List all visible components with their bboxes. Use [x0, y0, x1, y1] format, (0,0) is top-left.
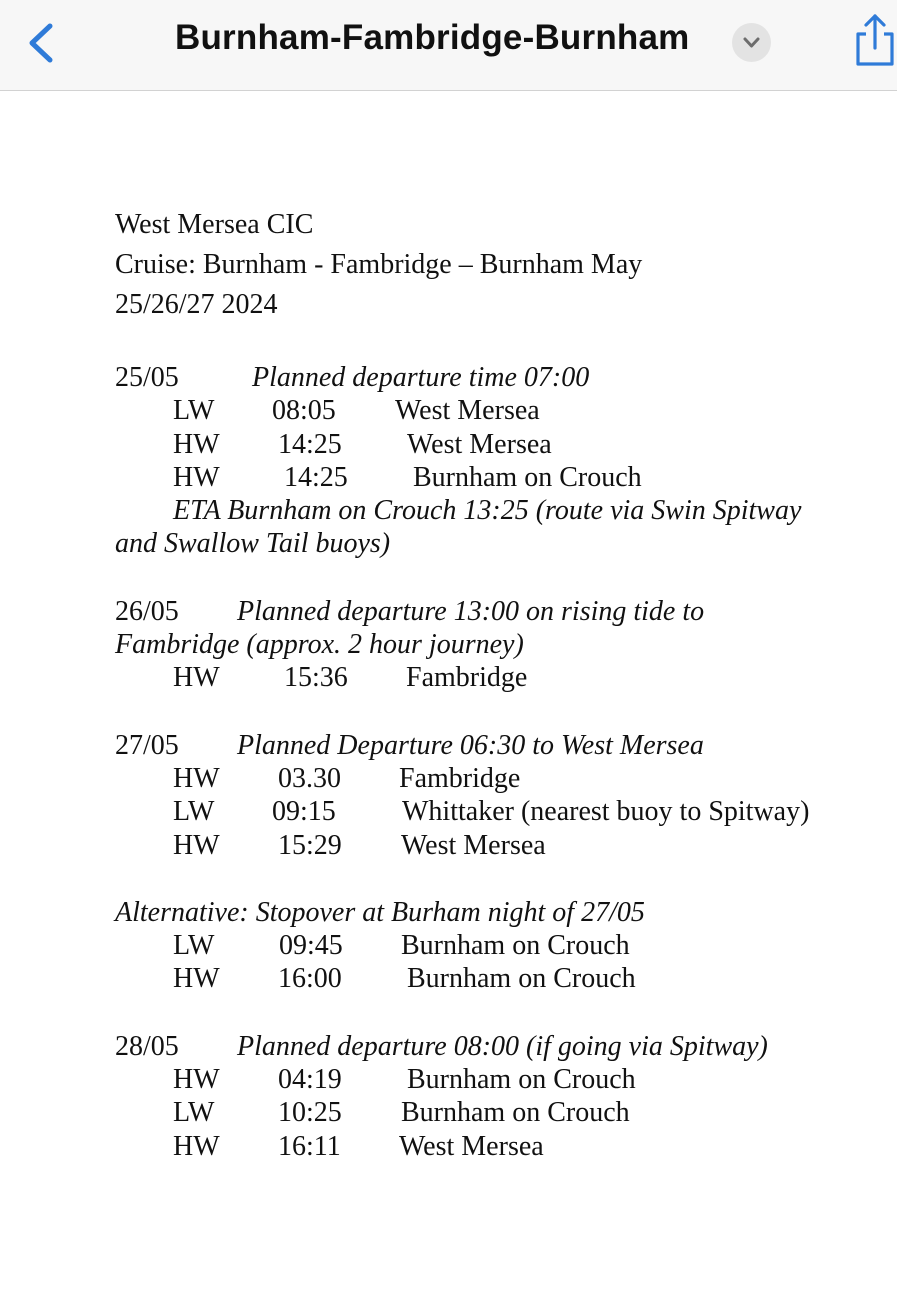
day-date: 27/05: [115, 729, 179, 761]
tide-place: Burnham on Crouch: [407, 1064, 636, 1096]
tide-type: HW: [173, 662, 220, 694]
tide-type: HW: [173, 461, 220, 493]
day-date: 26/05: [115, 595, 179, 627]
navigation-bar: [0, 0, 897, 91]
tide-place: West Mersea: [395, 395, 540, 427]
tide-type: HW: [173, 829, 220, 861]
tide-time: 10:25: [278, 1097, 342, 1129]
tide-place: Burnham on Crouch: [407, 963, 636, 995]
tide-row: [115, 762, 835, 795]
tide-place: West Mersea: [399, 1130, 544, 1162]
tide-time: 09:45: [279, 930, 343, 962]
day-section: [115, 595, 835, 695]
tide-row: [115, 1130, 835, 1163]
tide-type: HW: [173, 963, 220, 995]
tide-row: [115, 1063, 835, 1096]
tide-place: Fambridge: [399, 762, 521, 794]
chevron-down-icon: [742, 34, 761, 51]
tide-time: 16:11: [278, 1130, 341, 1162]
heading-line: 25/26/27 2024: [115, 289, 278, 320]
tide-row: [115, 428, 835, 461]
tide-row: [115, 461, 835, 494]
tide-place: Whittaker (nearest buoy to Spitway): [402, 796, 810, 828]
chevron-left-icon: [22, 20, 62, 66]
eta-note: [115, 494, 835, 561]
tide-row: [115, 394, 835, 427]
tide-place: Burnham on Crouch: [401, 1097, 630, 1129]
share-icon: [852, 12, 897, 68]
share-button[interactable]: [852, 12, 897, 68]
title-menu-button[interactable]: [732, 23, 771, 62]
tide-time: 14:25: [278, 428, 342, 460]
tide-type: LW: [173, 395, 215, 427]
day-section: [115, 896, 835, 996]
tide-type: HW: [173, 428, 220, 460]
tide-type: HW: [173, 762, 220, 794]
tide-time: 08:05: [272, 395, 336, 427]
tide-place: Fambridge: [406, 662, 528, 694]
day-section: [115, 729, 835, 862]
tide-row: [115, 962, 835, 995]
day-note: Planned departure time 07:00: [252, 362, 590, 393]
alternative-note: Alternative: Stopover at Burham night of 27/05: [115, 896, 645, 928]
tide-row: [115, 929, 835, 962]
tide-type: HW: [173, 1064, 220, 1096]
tide-type: LW: [173, 930, 215, 962]
tide-place: Burnham on Crouch: [401, 930, 630, 962]
day-note: Planned Departure 06:30 to West Mersea: [237, 729, 704, 761]
tide-time: 14:25: [284, 461, 348, 493]
eta-line: ETA Burnham on Crouch 13:25 (route via Swin Spitway: [173, 495, 802, 527]
heading-line: West Mersea CIC: [115, 209, 314, 240]
day-date: 28/05: [115, 1030, 179, 1062]
tide-row: [115, 661, 835, 694]
tide-place: West Mersea: [407, 428, 552, 460]
document-heading: [115, 205, 835, 325]
tide-time: 15:36: [284, 662, 348, 694]
tide-time: 16:00: [278, 963, 342, 995]
tide-time: 09:15: [272, 796, 336, 828]
day-date: 25/05: [115, 362, 179, 393]
tide-row: [115, 1096, 835, 1129]
heading-line: Cruise: Burnham - Fambridge – Burnham May: [115, 249, 643, 280]
document-body: [115, 205, 835, 1163]
page-title: Burnham-Fambridge-Burnham: [175, 18, 690, 57]
eta-line: and Swallow Tail buoys): [115, 528, 391, 560]
tide-place: West Mersea: [401, 829, 546, 861]
day-note-continued: Fambridge (approx. 2 hour journey): [115, 629, 524, 661]
day-note: Planned departure 13:00 on rising tide to: [237, 595, 705, 627]
tide-row: [115, 829, 835, 862]
tide-time: 03.30: [278, 762, 341, 794]
tide-type: LW: [173, 796, 215, 828]
tide-row: [115, 795, 835, 828]
day-section: [115, 1030, 835, 1163]
tide-type: HW: [173, 1130, 220, 1162]
tide-time: 15:29: [278, 829, 342, 861]
day-note: Planned departure 08:00 (if going via Spitway): [237, 1030, 768, 1062]
day-section: [115, 361, 835, 561]
tide-time: 04:19: [278, 1064, 342, 1096]
tide-type: LW: [173, 1097, 215, 1129]
tide-place: Burnham on Crouch: [413, 461, 642, 493]
back-button[interactable]: [22, 20, 62, 66]
